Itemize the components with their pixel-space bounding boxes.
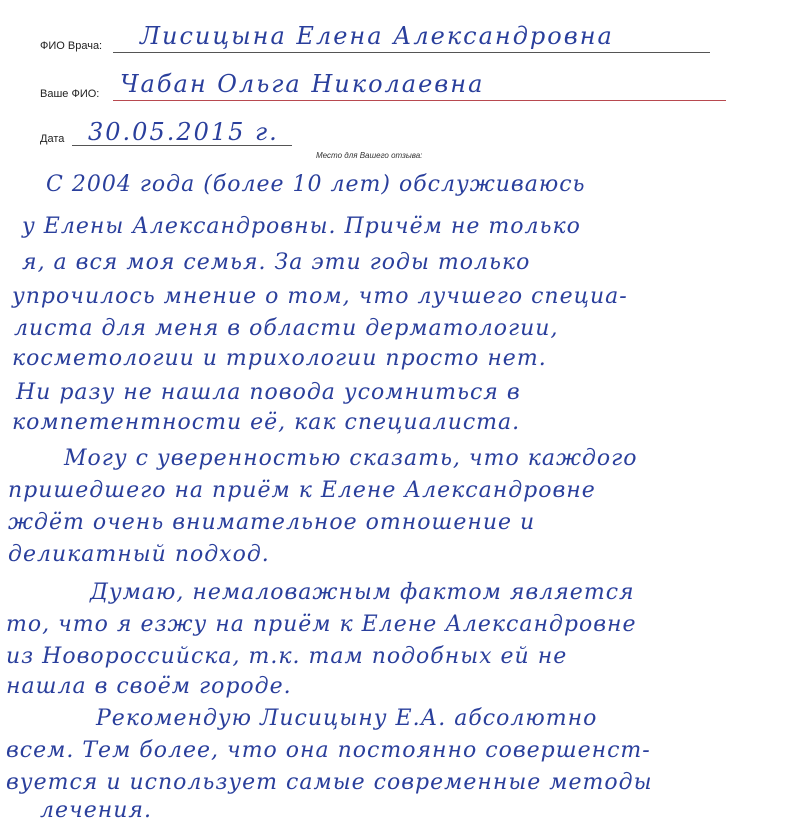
review-line: Думаю, немаловажным фактом является — [90, 580, 635, 605]
review-line: нашла в своём городе. — [6, 674, 292, 699]
review-line: то, что я езжу на приём к Елене Александровне — [6, 612, 637, 637]
doctor-label: ФИО Врача: — [40, 40, 103, 52]
review-line: С 2004 года (более 10 лет) обслуживаюсь — [46, 172, 586, 197]
review-line: упрочилось мнение о том, что лучшего специа- — [12, 284, 628, 309]
date-label: Дата — [40, 133, 65, 145]
review-line: деликатный подход. — [8, 542, 270, 567]
review-line: пришедшего на приём к Елене Александровне — [8, 478, 596, 503]
review-line: Ни разу не нашла повода усомниться в — [16, 380, 521, 405]
review-line: Рекомендую Лисицыну Е.А. абсолютно — [96, 706, 598, 731]
review-line: компетентности её, как специалиста. — [12, 410, 521, 435]
date-handwritten: 30.05.2015 г. — [88, 118, 279, 146]
review-line: всем. Тем более, что она постоянно совершенст- — [6, 738, 651, 763]
review-line: у Елены Александровны. Причём не только — [22, 214, 581, 239]
review-line: вуется и использует самые современные методы — [6, 770, 653, 795]
review-line: из Новороссийска, т.к. там подобных ей не — [6, 644, 568, 669]
review-line: листа для меня в области дерматологии, — [14, 316, 559, 341]
review-line: ждёт очень внимательное отношение и — [8, 510, 536, 535]
doctor-name-handwritten: Лисицына Елена Александровна — [140, 22, 614, 50]
review-line: косметологии и трихологии просто нет. — [12, 346, 547, 371]
patient-name-handwritten: Чабан Ольга Николаевна — [120, 70, 485, 98]
review-line: я, а вся моя семья. За эти годы только — [22, 250, 531, 275]
patient-label: Ваше ФИО: — [40, 88, 100, 100]
review-line: лечения. — [40, 798, 152, 823]
review-hint: Место для Вашего отзыва: — [316, 151, 423, 160]
review-line: Могу с уверенностью сказать, что каждого — [64, 446, 638, 471]
